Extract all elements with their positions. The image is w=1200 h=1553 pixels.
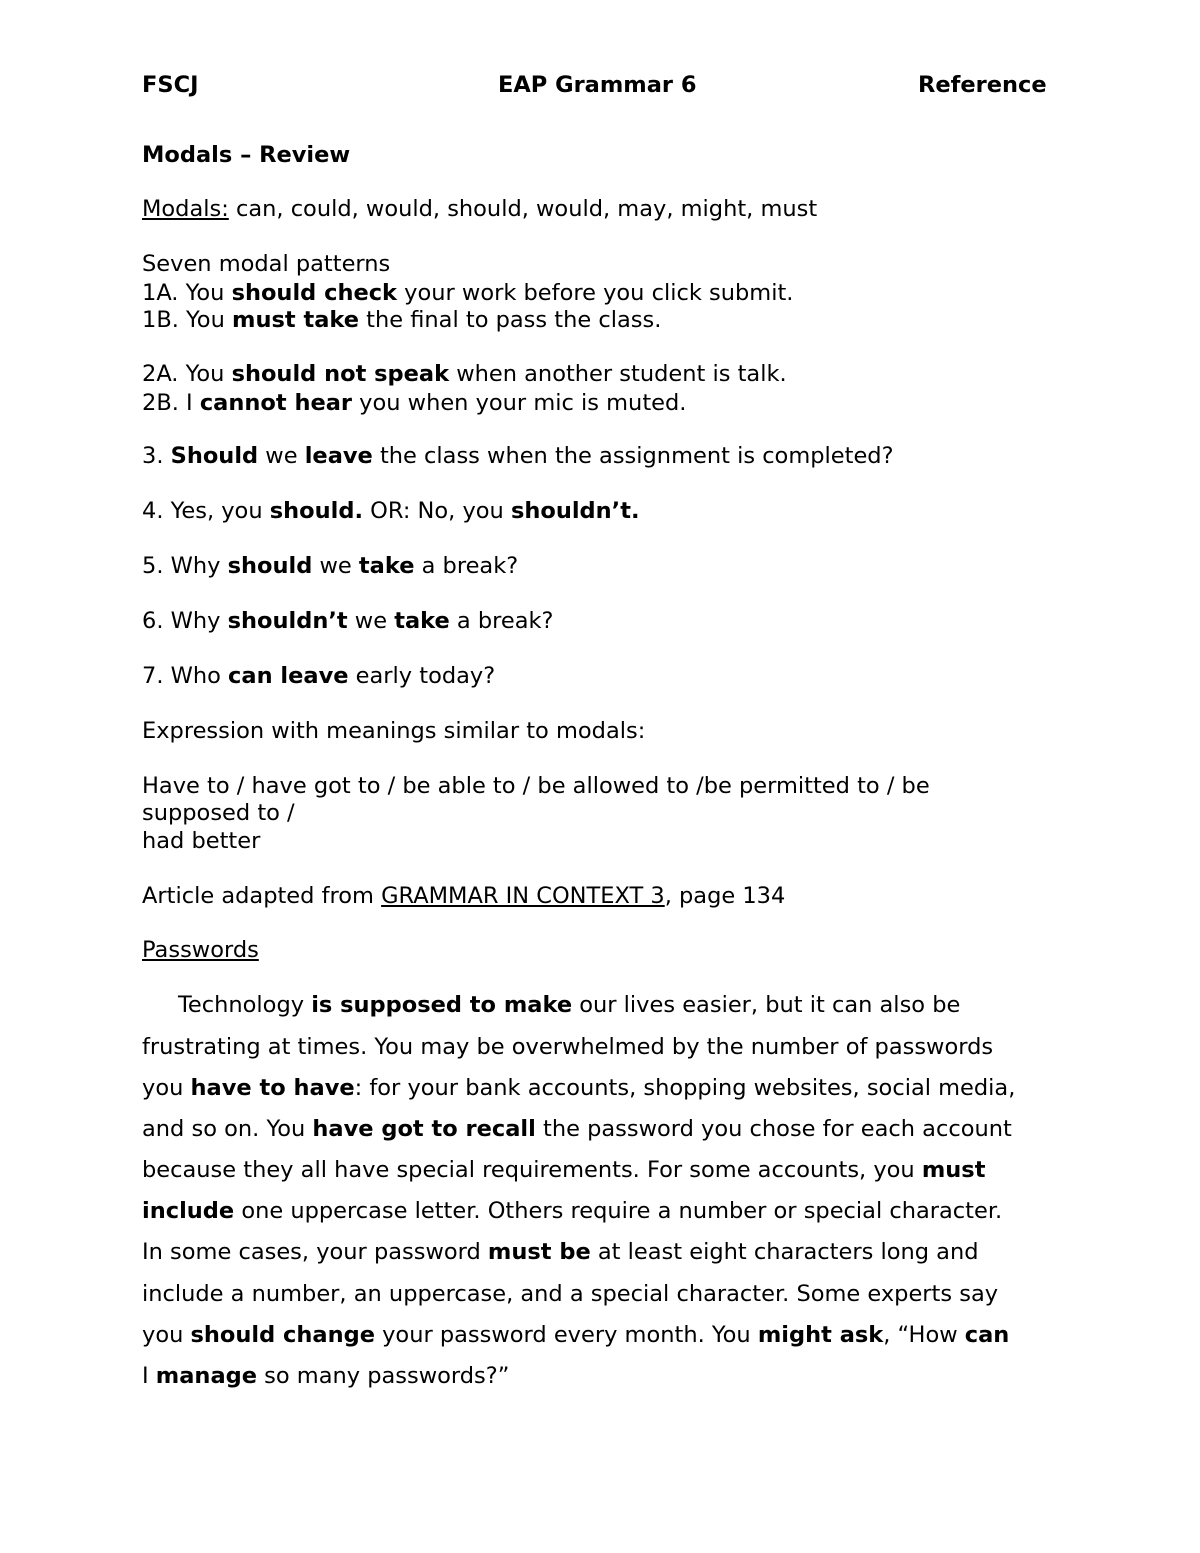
text-run: 4. Yes, you bbox=[142, 498, 270, 524]
bold-run: shouldn’t bbox=[227, 608, 348, 634]
text-run: early today? bbox=[348, 663, 496, 689]
bold-run: have got to recall bbox=[312, 1116, 536, 1142]
text-run: 2A. You bbox=[142, 361, 232, 387]
bold-run: should check bbox=[231, 280, 398, 306]
text-run: 5. Why bbox=[142, 553, 228, 579]
bold-run: should change bbox=[190, 1322, 375, 1348]
text-run: OR: No, you bbox=[363, 498, 511, 524]
article-line bbox=[142, 1114, 1012, 1144]
expressions-line-1: Have to / have got to / be able to / be allowed to /be permitted to / be bbox=[142, 773, 930, 799]
text-run: , “How bbox=[883, 1322, 965, 1348]
article-line bbox=[142, 1320, 1009, 1350]
bold-run: manage bbox=[155, 1363, 257, 1389]
pattern-4 bbox=[142, 498, 640, 525]
text-run: : for your bank accounts, shopping websites, social media, bbox=[354, 1075, 1016, 1101]
text-run: In some cases, your password bbox=[142, 1239, 488, 1265]
text-run: the class when the assignment is completed? bbox=[372, 443, 894, 469]
text-run: you bbox=[142, 1322, 191, 1348]
bold-run: should. bbox=[269, 498, 364, 524]
modals-label: Modals: bbox=[142, 196, 229, 222]
header-right: Reference bbox=[918, 72, 1047, 98]
article-line: include a number, an uppercase, and a special character. Some experts say bbox=[142, 1281, 999, 1307]
bold-run: might ask bbox=[757, 1322, 884, 1348]
patterns-heading: Seven modal patterns bbox=[142, 251, 391, 277]
text-run: so many passwords?” bbox=[257, 1363, 510, 1389]
bold-run: must take bbox=[232, 307, 360, 333]
text-run: Technology bbox=[178, 992, 312, 1018]
text-run: 2B. I bbox=[142, 390, 200, 416]
bold-run: Should bbox=[170, 443, 259, 469]
text-run: a break? bbox=[449, 608, 554, 634]
text-run: 7. Who bbox=[142, 663, 229, 689]
pattern-7 bbox=[142, 663, 495, 690]
text-run: when another student is talk. bbox=[449, 361, 787, 387]
text-run: 6. Why bbox=[142, 608, 228, 634]
article-line: frustrating at times. You may be overwhelmed by the number of passwords bbox=[142, 1034, 994, 1060]
expressions-line-3: had better bbox=[142, 828, 261, 854]
bold-run: must be bbox=[487, 1239, 591, 1265]
text-run: I bbox=[142, 1363, 156, 1389]
modals-text: can, could, would, should, would, may, might, must bbox=[228, 196, 818, 222]
text-run: we bbox=[312, 553, 359, 579]
text-run: you bbox=[142, 1075, 191, 1101]
expressions-heading: Expression with meanings similar to modals: bbox=[142, 718, 646, 744]
pattern-1a bbox=[142, 280, 793, 307]
pattern-5 bbox=[142, 553, 518, 580]
text-run: , page 134 bbox=[664, 883, 786, 909]
article-line bbox=[142, 1155, 985, 1185]
header-center: EAP Grammar 6 bbox=[498, 72, 697, 98]
pattern-6 bbox=[142, 608, 554, 635]
article-title: Passwords bbox=[142, 937, 259, 963]
pattern-3 bbox=[142, 443, 894, 470]
modals-list bbox=[142, 196, 817, 223]
text-run: your password every month. You bbox=[374, 1322, 758, 1348]
text-run: at least eight characters long and bbox=[590, 1239, 979, 1265]
text-run: because they all have special requirements. For some accounts, you bbox=[142, 1157, 922, 1183]
expressions-line-2: supposed to / bbox=[142, 800, 295, 826]
text-run: one uppercase letter. Others require a number or special character. bbox=[234, 1198, 1003, 1224]
bold-run: shouldn’t. bbox=[510, 498, 640, 524]
text-run: a break? bbox=[414, 553, 519, 579]
pattern-1b bbox=[142, 307, 661, 334]
bold-run: can leave bbox=[228, 663, 349, 689]
text-run: 3. bbox=[142, 443, 171, 469]
page-title: Modals – Review bbox=[142, 142, 351, 168]
text-run: we bbox=[258, 443, 305, 469]
bold-run: must bbox=[921, 1157, 986, 1183]
text-run: and so on. You bbox=[142, 1116, 313, 1142]
article-line bbox=[142, 1196, 1002, 1226]
article-line bbox=[142, 1073, 1015, 1103]
text-run: you when your mic is muted. bbox=[352, 390, 687, 416]
article-line bbox=[178, 990, 960, 1020]
header-left: FSCJ bbox=[142, 72, 199, 98]
bold-run: can bbox=[964, 1322, 1010, 1348]
pattern-2b bbox=[142, 390, 686, 417]
bold-run: is supposed to make bbox=[311, 992, 573, 1018]
article-line bbox=[142, 1237, 979, 1267]
bold-run: take bbox=[358, 553, 415, 579]
bold-run: should bbox=[227, 553, 313, 579]
text-run: the password you chose for each account bbox=[535, 1116, 1012, 1142]
bold-run: include bbox=[142, 1198, 235, 1224]
article-line bbox=[142, 1361, 509, 1391]
text-run: 1B. You bbox=[142, 307, 232, 333]
book-title: GRAMMAR IN CONTEXT 3 bbox=[381, 883, 665, 909]
bold-run: cannot hear bbox=[199, 390, 353, 416]
text-run: we bbox=[347, 608, 395, 634]
bold-run: take bbox=[394, 608, 450, 634]
source-citation bbox=[142, 883, 785, 910]
text-run: the final to pass the class. bbox=[359, 307, 662, 333]
text-run: Article adapted from bbox=[142, 883, 382, 909]
bold-run: leave bbox=[304, 443, 373, 469]
pattern-2a bbox=[142, 361, 787, 388]
bold-run: should not speak bbox=[231, 361, 450, 387]
bold-run: have to have bbox=[190, 1075, 355, 1101]
text-run: our lives easier, but it can also be bbox=[572, 992, 961, 1018]
text-run: your work before you click submit. bbox=[397, 280, 794, 306]
text-run: 1A. You bbox=[142, 280, 232, 306]
